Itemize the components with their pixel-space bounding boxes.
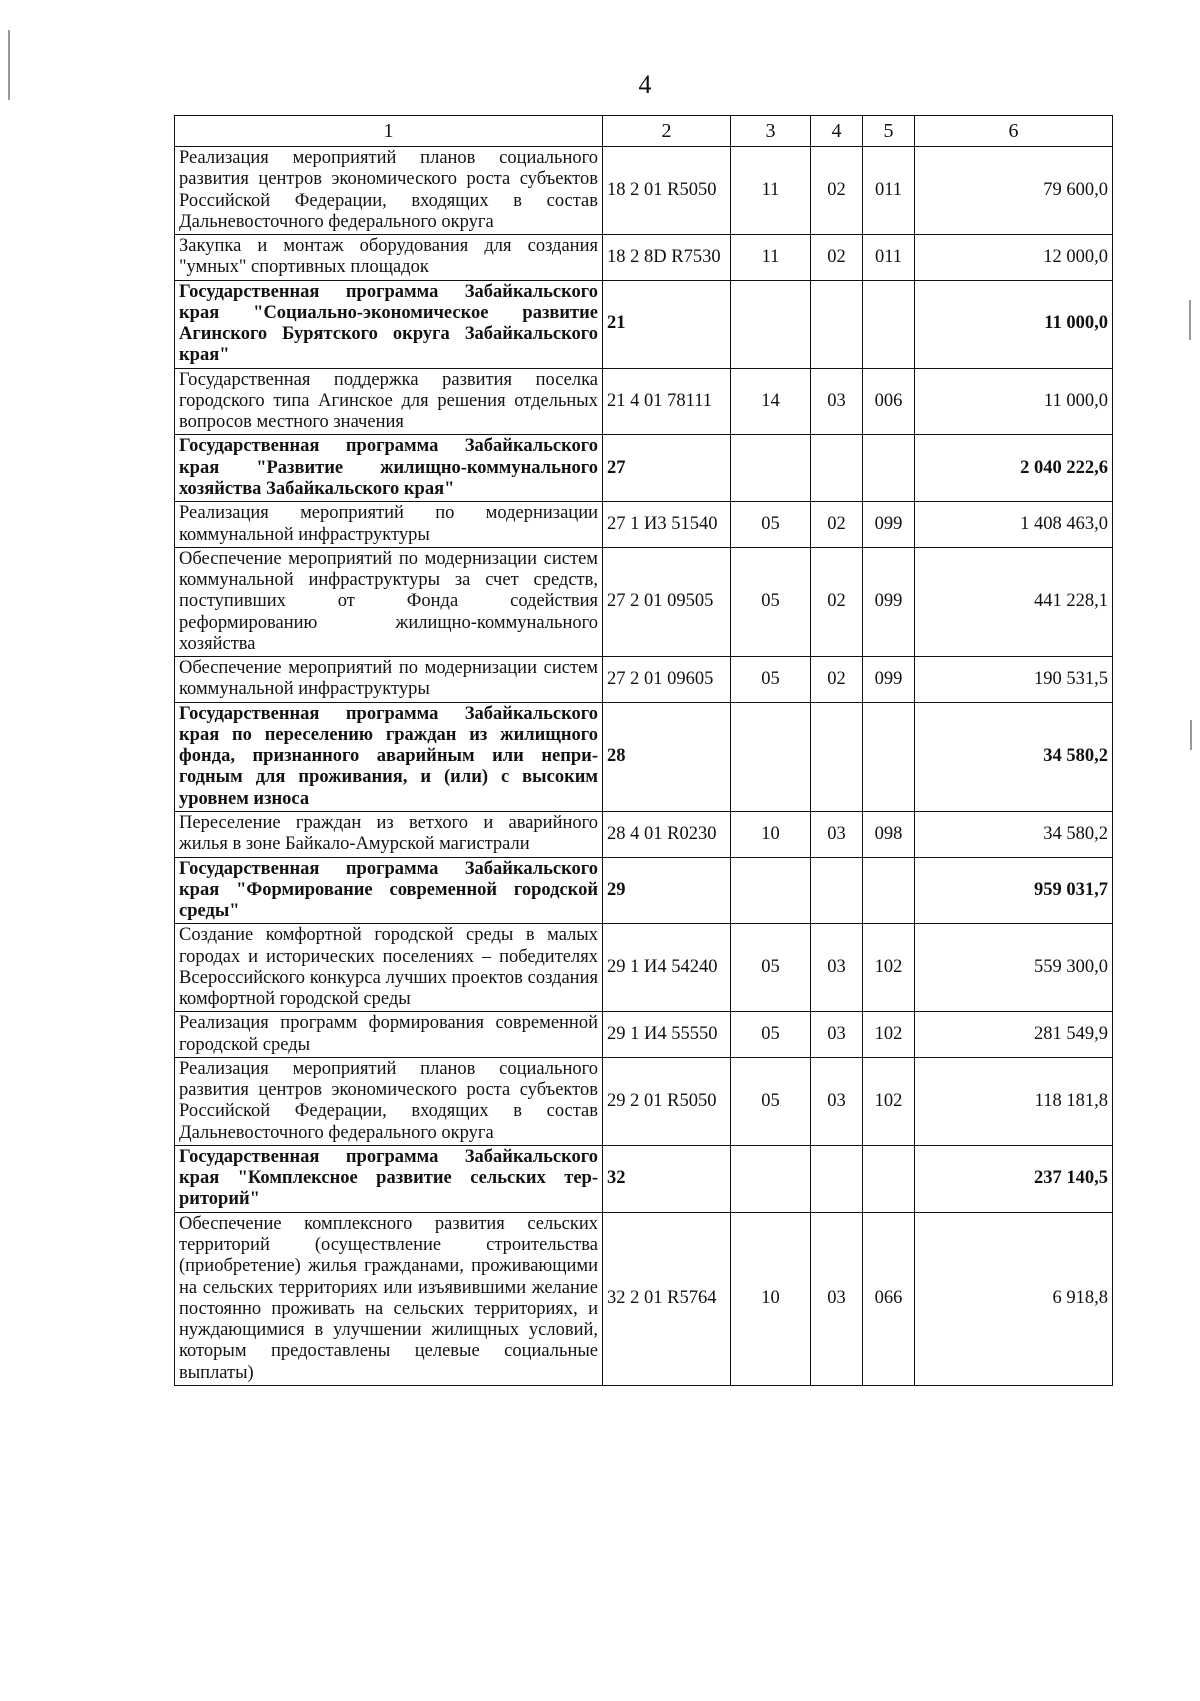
table-row [175, 924, 1113, 1012]
cell-code: 18 2 01 R5050 [603, 147, 731, 235]
table-row [175, 502, 1113, 548]
cell-col-4: 02 [811, 502, 863, 548]
cell-name: Реализация мероприятий планов социального развития центров экономического роста субъектов Российской Федерации, входящих в состав Дальневосточного федерального округа [175, 1057, 603, 1145]
program-row [175, 702, 1113, 811]
cell-col-5: 102 [863, 1012, 915, 1058]
cell-amount: 118 181,8 [915, 1057, 1113, 1145]
cell-amount: 6 918,8 [915, 1212, 1113, 1385]
cell-code: 29 1 И4 54240 [603, 924, 731, 1012]
cell-col-3: 11 [731, 147, 811, 235]
program-row [175, 280, 1113, 368]
cell-col-3: 05 [731, 657, 811, 703]
cell-amount: 1 408 463,0 [915, 502, 1113, 548]
cell-name: Государственная программа Забайкальского края "Развитие жилищно-коммунального хозяйства Забайкальского края" [175, 435, 603, 502]
cell-amount: 34 580,2 [915, 811, 1113, 857]
header-col-6: 6 [915, 116, 1113, 147]
header-col-2: 2 [603, 116, 731, 147]
cell-col-5 [863, 280, 915, 368]
cell-name: Реализация мероприятий планов социального развития центров экономического роста субъектов Российской Федерации, входящих в состав Дальневосточного федерального округа [175, 147, 603, 235]
cell-name: Реализация мероприятий по модернизации коммунальной инфраструктуры [175, 502, 603, 548]
cell-code: 32 2 01 R5764 [603, 1212, 731, 1385]
cell-code: 29 [603, 857, 731, 924]
cell-col-4: 02 [811, 547, 863, 656]
cell-col-5 [863, 857, 915, 924]
cell-col-3: 14 [731, 368, 811, 435]
table-row [175, 147, 1113, 235]
cell-name: Государственная программа Забайкальского края "Комплексное развитие сельских территорий" [175, 1145, 603, 1212]
budget-table [174, 115, 1113, 1386]
cell-code: 21 [603, 280, 731, 368]
cell-name: Создание комфортной городской среды в малых городах и исторических поселениях – победителях Всероссийского конкурса лучших проектов создания комфортной городской среды [175, 924, 603, 1012]
cell-col-3: 05 [731, 1057, 811, 1145]
cell-name: Государственная программа Забайкальского края по переселению граждан из жилищного фонда, признанного аварийным или непригодным для проживания, и (или) с высоким уровнем износа [175, 702, 603, 811]
cell-name: Реализация программ формирования современной городской среды [175, 1012, 603, 1058]
cell-col-5: 099 [863, 657, 915, 703]
page-number: 4 [638, 70, 652, 99]
header-col-3: 3 [731, 116, 811, 147]
cell-col-4 [811, 435, 863, 502]
cell-col-4: 03 [811, 1212, 863, 1385]
cell-code: 27 2 01 09505 [603, 547, 731, 656]
cell-amount: 34 580,2 [915, 702, 1113, 811]
cell-col-5: 099 [863, 502, 915, 548]
cell-code: 27 2 01 09605 [603, 657, 731, 703]
cell-amount: 959 031,7 [915, 857, 1113, 924]
cell-col-4: 03 [811, 1057, 863, 1145]
table-row [175, 1057, 1113, 1145]
cell-col-5: 102 [863, 1057, 915, 1145]
table-row [175, 657, 1113, 703]
cell-name: Переселение граждан из ветхого и аварийного жилья в зоне Байкало-Амурской магистрали [175, 811, 603, 857]
cell-amount: 190 531,5 [915, 657, 1113, 703]
cell-col-3 [731, 702, 811, 811]
cell-col-4: 03 [811, 811, 863, 857]
cell-col-5: 098 [863, 811, 915, 857]
cell-name: Обеспечение мероприятий по модернизации систем коммунальной инфраструктуры за счет средств, поступивших от Фонда содействия реформированию жилищно-коммунального хозяйства [175, 547, 603, 656]
cell-col-5 [863, 435, 915, 502]
cell-name: Закупка и монтаж оборудования для создания "умных" спортивных площадок [175, 235, 603, 281]
cell-col-5: 011 [863, 235, 915, 281]
cell-amount: 281 549,9 [915, 1012, 1113, 1058]
cell-code: 28 4 01 R0230 [603, 811, 731, 857]
cell-col-3 [731, 435, 811, 502]
table-row [175, 811, 1113, 857]
cell-amount: 11 000,0 [915, 280, 1113, 368]
table-row [175, 1212, 1113, 1385]
cell-code: 27 [603, 435, 731, 502]
cell-amount: 79 600,0 [915, 147, 1113, 235]
cell-col-5: 102 [863, 924, 915, 1012]
header-col-4: 4 [811, 116, 863, 147]
cell-col-3 [731, 280, 811, 368]
cell-name: Обеспечение мероприятий по модернизации систем коммунальной инфраструктуры [175, 657, 603, 703]
cell-col-4: 02 [811, 657, 863, 703]
table-row [175, 368, 1113, 435]
table-row [175, 547, 1113, 656]
cell-col-4 [811, 1145, 863, 1212]
cell-col-5 [863, 702, 915, 811]
cell-amount: 441 228,1 [915, 547, 1113, 656]
cell-code: 29 2 01 R5050 [603, 1057, 731, 1145]
cell-col-3: 05 [731, 502, 811, 548]
cell-col-4: 03 [811, 924, 863, 1012]
program-row [175, 435, 1113, 502]
cell-amount: 559 300,0 [915, 924, 1113, 1012]
cell-col-5 [863, 1145, 915, 1212]
cell-col-5: 099 [863, 547, 915, 656]
cell-code: 18 2 8D R7530 [603, 235, 731, 281]
cell-code: 21 4 01 78111 [603, 368, 731, 435]
table-row [175, 1012, 1113, 1058]
cell-amount: 2 040 222,6 [915, 435, 1113, 502]
cell-col-4 [811, 702, 863, 811]
cell-col-5: 011 [863, 147, 915, 235]
cell-name: Обеспечение комплексного развития сельских территорий (осуществление строительства (приобретение) жилья гражданами, проживающими на сельских территориях или изъявившими желание постоянно проживать на сельских территориях, и нуждающимися в улучшении жилищных условий, которым предоставлены целевые социальные выплаты) [175, 1212, 603, 1385]
cell-code: 29 1 И4 55550 [603, 1012, 731, 1058]
table-body [175, 147, 1113, 1386]
cell-col-3: 05 [731, 547, 811, 656]
cell-col-5: 006 [863, 368, 915, 435]
cell-code: 28 [603, 702, 731, 811]
cell-col-4 [811, 857, 863, 924]
cell-col-3: 10 [731, 811, 811, 857]
cell-code: 32 [603, 1145, 731, 1212]
scan-edge-mark-right-lower [1190, 720, 1192, 750]
header-row [175, 116, 1113, 147]
cell-name: Государственная программа Забайкальского края "Социально-экономическое развитие Агинского Бурятского округа Забайкальского края" [175, 280, 603, 368]
cell-col-3: 05 [731, 1012, 811, 1058]
cell-col-5: 066 [863, 1212, 915, 1385]
cell-col-4: 02 [811, 147, 863, 235]
cell-amount: 11 000,0 [915, 368, 1113, 435]
cell-name: Государственная программа Забайкальского края "Формирование современной городской среды" [175, 857, 603, 924]
header-col-1: 1 [175, 116, 603, 147]
cell-amount: 12 000,0 [915, 235, 1113, 281]
header-col-5: 5 [863, 116, 915, 147]
cell-amount: 237 140,5 [915, 1145, 1113, 1212]
cell-col-3: 10 [731, 1212, 811, 1385]
scan-edge-mark-right [1189, 300, 1191, 340]
cell-col-3 [731, 857, 811, 924]
cell-col-4: 03 [811, 368, 863, 435]
cell-code: 27 1 И3 51540 [603, 502, 731, 548]
program-row [175, 857, 1113, 924]
cell-name: Государственная поддержка развития поселка городского типа Агинское для решения отдельных вопросов местного значения [175, 368, 603, 435]
table-row [175, 235, 1113, 281]
cell-col-4 [811, 280, 863, 368]
cell-col-4: 03 [811, 1012, 863, 1058]
cell-col-4: 02 [811, 235, 863, 281]
program-row [175, 1145, 1113, 1212]
cell-col-3: 11 [731, 235, 811, 281]
cell-col-3 [731, 1145, 811, 1212]
cell-col-3: 05 [731, 924, 811, 1012]
